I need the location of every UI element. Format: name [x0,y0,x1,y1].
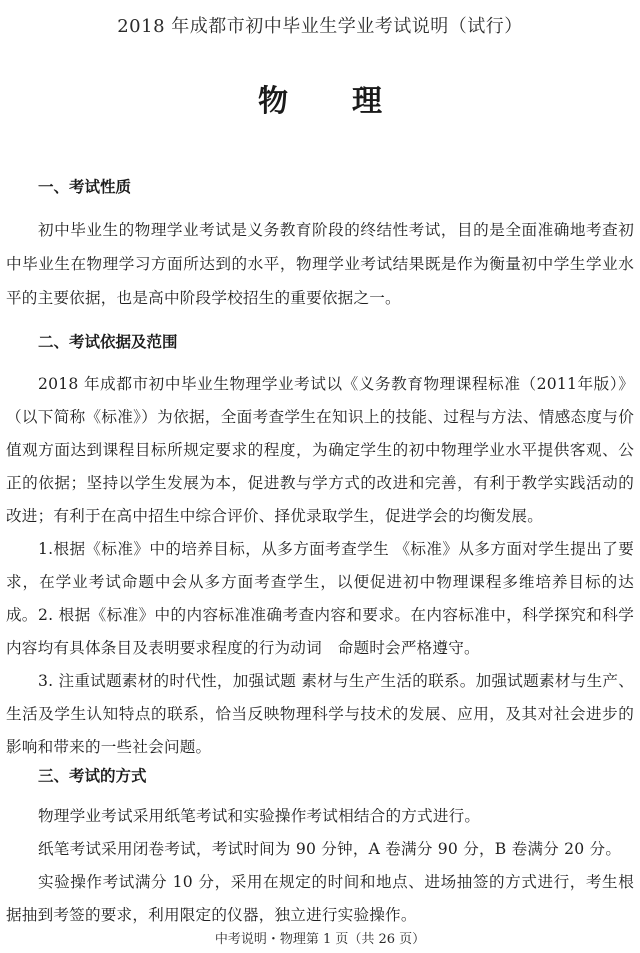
paragraph-item-1: 1.根据《标准》中的培养目标，从多方面考查学生 《标准》从多方面对学生提出了要求，在学业考试命题中会从多方面考查学生，以便促进初中物理课程多维培养目标的达成。 [6,540,634,624]
subject-title-char-2: 理 [352,84,382,119]
paragraph-basis: 2018 年成都市初中毕业生物理学业考试以《义务教育物理课程标准（2011年版）》（以下简称《标准》）为依据，全面考查学生在知识上的技能、过程与方法、情感态度与价值观方面达到课程目标所规定要求的程度，为确定学生的初中物理学业水平提供客观、公正的依据；坚持以学生发展为本，促进教与学方式的改进和完善，有利于教学实践活动的改进；有利于在高中招生中综合评价、择优录取学生，促进学会的均衡发展。 [6,375,634,525]
paragraph-written-exam: 纸笔考试采用闭卷考试，考试时间为 90 分钟，A 卷满分 90 分，B 卷满分 20 分。 [38,840,622,858]
paragraph-method-overview: 物理学业考试采用纸笔考试和实验操作考试相结合的方式进行。 [38,807,481,825]
document-header: 2018 年成都市初中毕业生学业考试说明（试行） [117,16,523,37]
paragraph-item-2: 2. 根据《标准》中的内容标准准确考查内容和要求。在内容标准中，科学探究和科学内容均有具体条目及表明要求程度的行为动词 命题时会严格遵守。 [6,606,634,657]
subject-title [0,76,640,120]
paragraph-lab-exam: 实验操作考试满分 10 分，采用在规定的时间和地点、进场抽签的方式进行，考生根据抽到考签的要求，利用限定的仪器，独立进行实验操作。 [6,873,634,924]
paragraph-item-3: 3. 注重试题素材的时代性，加强试题 素材与生产生活的联系。加强试题素材与生产、生活及学生认知特点的联系，恰当反映物理科学与技术的发展、应用，及其对社会进步的影响和带来的一些社会问题。 [6,672,634,756]
section-heading-nature: 一、考试性质 [38,178,132,196]
subject-title-char-1: 物 [258,84,288,119]
section-heading-exam-method: 三、考试的方式 [38,767,147,785]
paragraph-nature: 初中毕业生的物理学业考试是义务教育阶段的终结性考试，目的是全面准确地考查初中毕业生在物理学习方面所达到的水平，物理学业考试结果既是作为衡量初中学生学业水平的主要依据，也是高中阶段学校招生的重要依据之一。 [6,221,634,307]
section-heading-basis-scope: 二、考试依据及范围 [38,333,178,351]
page-footer: 中考说明・物理第 1 页（共 26 页） [214,932,426,947]
